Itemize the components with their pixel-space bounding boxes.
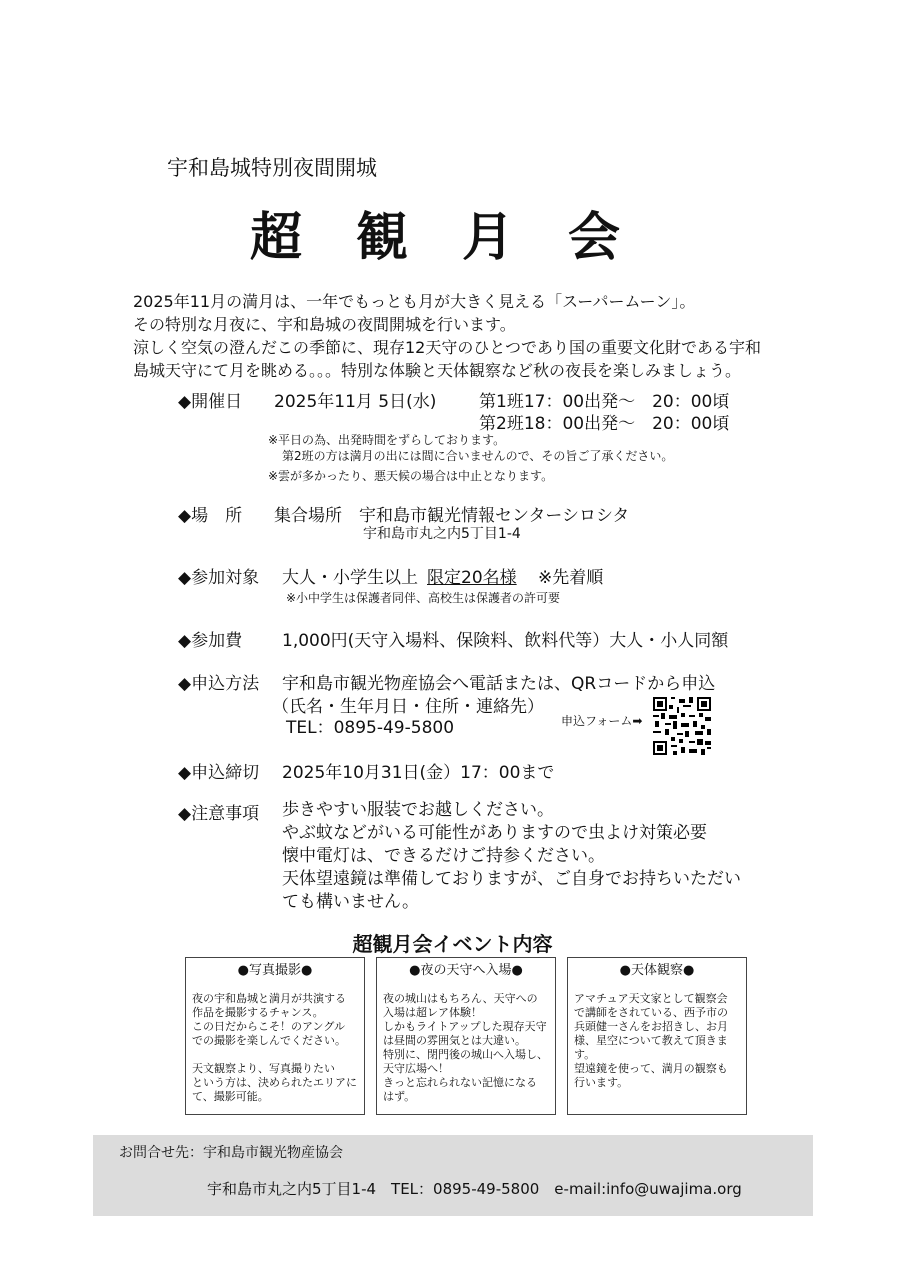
- intro-line: その特別な月夜に、宇和島城の夜間開城を行います。: [133, 315, 516, 334]
- events-heading: 超観月会イベント内容: [352, 932, 553, 956]
- apply-tel: TEL：0895-49-5800: [286, 718, 455, 738]
- event-card-title: ●天体観察●: [619, 963, 695, 978]
- caution-label: ◆注意事項: [178, 804, 260, 824]
- caution-item: ても構いません。: [282, 892, 420, 912]
- date-note: 第2班の方は満月の出には間に合いませんので、その旨ご了承ください。: [282, 449, 674, 463]
- fee-value: 1,000円(天守入場料、保険料、飲料代等）大人・小人同額: [282, 631, 729, 651]
- target-order: ※先着順: [538, 568, 604, 588]
- event-title: 超観月会: [250, 207, 675, 268]
- caution-list: [282, 799, 741, 914]
- intro-line: 涼しく空気の澄んだこの季節に、現存12天守のひとつであり国の重要文化財である宇和: [133, 338, 762, 357]
- event-card-title: ●夜の天守へ入場●: [409, 963, 523, 978]
- fee-label: ◆参加費: [178, 631, 243, 651]
- qr-code-image: [653, 697, 711, 755]
- date-value: 2025年11月 5日(水): [274, 392, 437, 412]
- target-note: ※小中学生は保護者同伴、高校生は保護者の許可要: [286, 591, 561, 605]
- place-address: 宇和島市丸之内5丁目1-4: [363, 526, 521, 542]
- footer-details: 宇和島市丸之内5丁目1-4 TEL：0895-49-5800 e-mail:info@uwajima.org: [207, 1180, 742, 1198]
- apply-form-label: 申込フォーム➡: [561, 714, 643, 728]
- place-label: ◆場 所: [178, 506, 243, 526]
- caution-item: 懐中電灯は、できるだけご持参ください。: [282, 846, 605, 866]
- intro-text: [133, 290, 761, 382]
- event-subtitle: 宇和島城特別夜間開城: [167, 156, 377, 180]
- footer-contact: お問合せ先：宇和島市観光物産協会: [119, 1145, 343, 1161]
- event-card-tenshu: [376, 957, 556, 1115]
- event-card-body: 夜の宇和島城と満月が共演する 作品を撮影するチャンス。 この日だからこそ！のアングル での撮影を楽しんでください。 天文観察より、写真撮りたい という方は、決められたエリアに て、撮影可能。: [192, 992, 357, 1103]
- qr-code[interactable]: [653, 697, 711, 759]
- caution-item: 歩きやすい服装でお越しください。: [282, 800, 554, 820]
- deadline-label: ◆申込締切: [178, 763, 260, 783]
- deadline-value: 2025年10月31日(金）17：00まで: [282, 763, 555, 783]
- event-card-body: 夜の城山はもちろん、天守への 入場は超レア体験！ しかもライトアップした現存天守 は昼間の雰囲気とは大違い。 特別に、閉門後の城山へ入場し、 天守広場へ！ きっと忘れられない記憶になる はず。: [383, 992, 548, 1103]
- target-label: ◆参加対象: [178, 568, 260, 588]
- event-card-astronomy: [567, 957, 747, 1115]
- contact-footer: [93, 1135, 813, 1216]
- caution-item: 天体望遠鏡は準備しておりますが、ご自身でお持ちいただい: [282, 869, 741, 889]
- caution-item: やぶ蚊などがいる可能性がありますので虫よけ対策必要: [282, 823, 707, 843]
- intro-line: 2025年11月の満月は、一年でもっとも月が大きく見える「スーパームーン」。: [133, 292, 696, 311]
- target-value: 大人・小学生以上: [282, 568, 418, 588]
- intro-line: 島城天守にて月を眺める。。。特別な体験と天体観察など秋の夜長を楽しみましょう。: [133, 361, 742, 380]
- date-note: ※雲が多かったり、悪天候の場合は中止となります。: [268, 469, 554, 483]
- date-slot-2: 第2班18：00出発～ 20：00頃: [479, 414, 730, 434]
- target-limit: 限定20名様: [427, 568, 517, 588]
- event-card-photo: [185, 957, 365, 1115]
- event-card-title: ●写真撮影●: [237, 963, 313, 978]
- place-value: 集合場所 宇和島市観光情報センターシロシタ: [274, 506, 630, 526]
- date-slot-1: 第1班17：00出発～ 20：00頃: [479, 392, 730, 412]
- apply-label: ◆申込方法: [178, 674, 260, 694]
- date-note: ※平日の為、出発時間をずらしております。: [268, 433, 506, 447]
- apply-info: （氏名・生年月日・住所・連絡先）: [272, 697, 544, 717]
- date-label: ◆開催日: [178, 392, 243, 412]
- apply-value: 宇和島市観光物産協会へ電話または、QRコードから申込: [282, 674, 716, 694]
- event-card-body: アマチュア天文家として観察会 で講師をされている、西予市の 兵頭健一さんをお招きし、お月 様、星空について教えて頂きま す。 望遠鏡を使って、満月の観察も 行います。: [574, 992, 728, 1089]
